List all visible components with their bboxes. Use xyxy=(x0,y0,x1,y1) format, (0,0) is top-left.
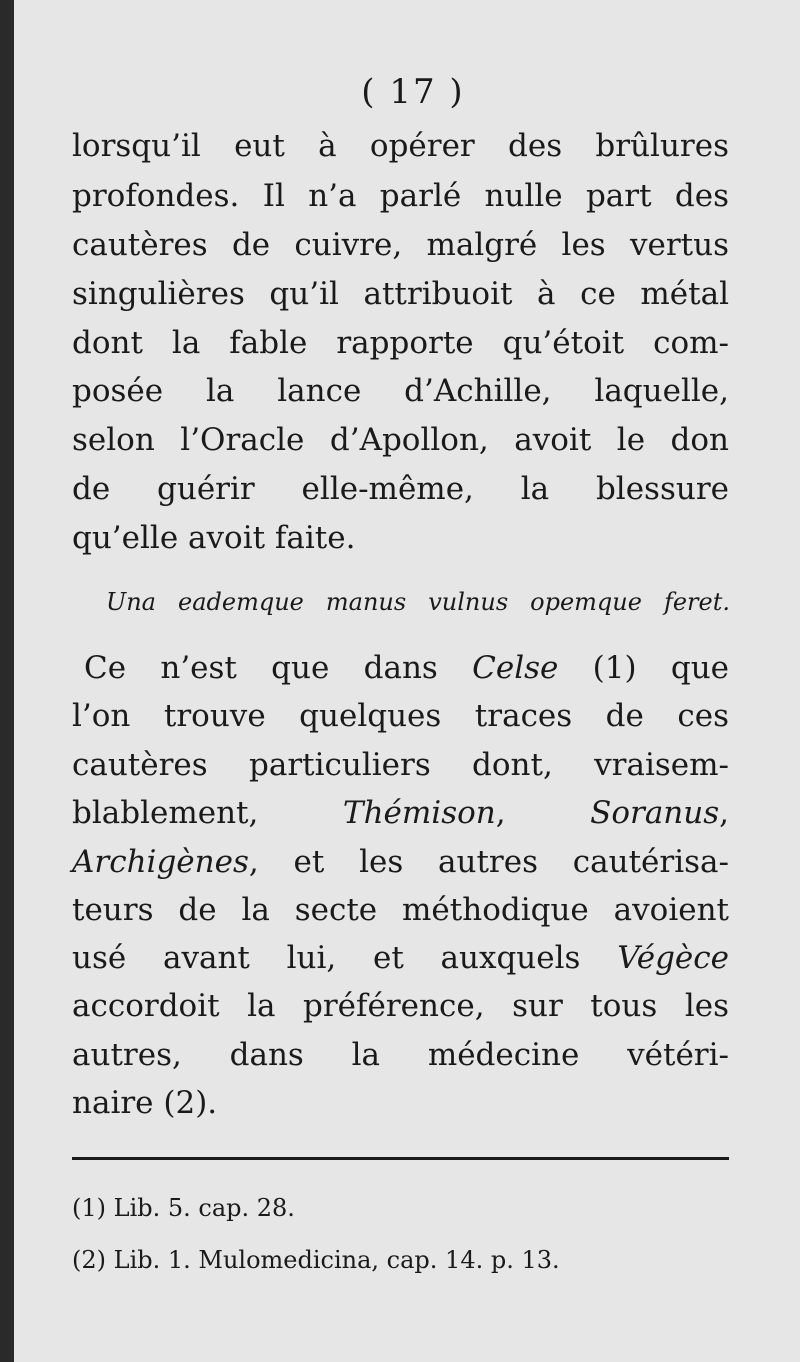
text-line: lorsqu’il eut à opérer des brûlures xyxy=(72,128,729,164)
author-name: Archigènes xyxy=(72,844,249,880)
text-line: teurs de la secte méthodique avoient xyxy=(72,892,729,928)
text-line: l’on trouve quelques traces de ces xyxy=(72,698,729,734)
text-line: singulières qu’il attribuoit à ce métal xyxy=(72,276,729,312)
text-line: selon l’Oracle d’Apollon, avoit le don xyxy=(72,422,729,458)
text-line: Archigènes, et les autres cautérisa- xyxy=(72,844,729,880)
text-line: accordoit la préférence, sur tous les xyxy=(72,988,729,1024)
author-name: Végèce xyxy=(617,940,729,976)
author-name: Soranus xyxy=(590,795,720,831)
author-name: Celse xyxy=(472,650,559,686)
text-line: qu’elle avoit faite. xyxy=(72,520,356,556)
author-name: Thémison xyxy=(342,795,496,831)
text-line: naire (2). xyxy=(72,1085,218,1121)
page-number: ( 17 ) xyxy=(361,72,465,112)
text-line: dont la fable rapporte qu’étoit com- xyxy=(72,325,729,361)
book-page xyxy=(14,0,800,1362)
text-line: blablement, Thémison, Soranus, xyxy=(72,795,729,831)
footnote-rule xyxy=(72,1157,729,1160)
text-line: autres, dans la médecine vétéri- xyxy=(72,1037,729,1073)
latin-quotation: Una eademque manus vulnus opemque feret. xyxy=(106,588,730,616)
text-line: cautères de cuivre, malgré les vertus xyxy=(72,227,729,263)
text-line: Ce n’est que dans Celse (1) que xyxy=(84,650,730,686)
text-line: posée la lance d’Achille, laquelle, xyxy=(72,373,729,409)
text-line: de guérir elle-même, la blessure xyxy=(72,471,729,507)
text-line: usé avant lui, et auxquels Végèce xyxy=(72,940,729,976)
text-line: cautères particuliers dont, vraisem- xyxy=(72,747,729,783)
footnote: (1) Lib. 5. cap. 28. xyxy=(72,1194,295,1222)
footnote: (2) Lib. 1. Mulomedicina, cap. 14. p. 13. xyxy=(72,1246,560,1274)
text-line: profondes. Il n’a parlé nulle part des xyxy=(72,178,729,214)
